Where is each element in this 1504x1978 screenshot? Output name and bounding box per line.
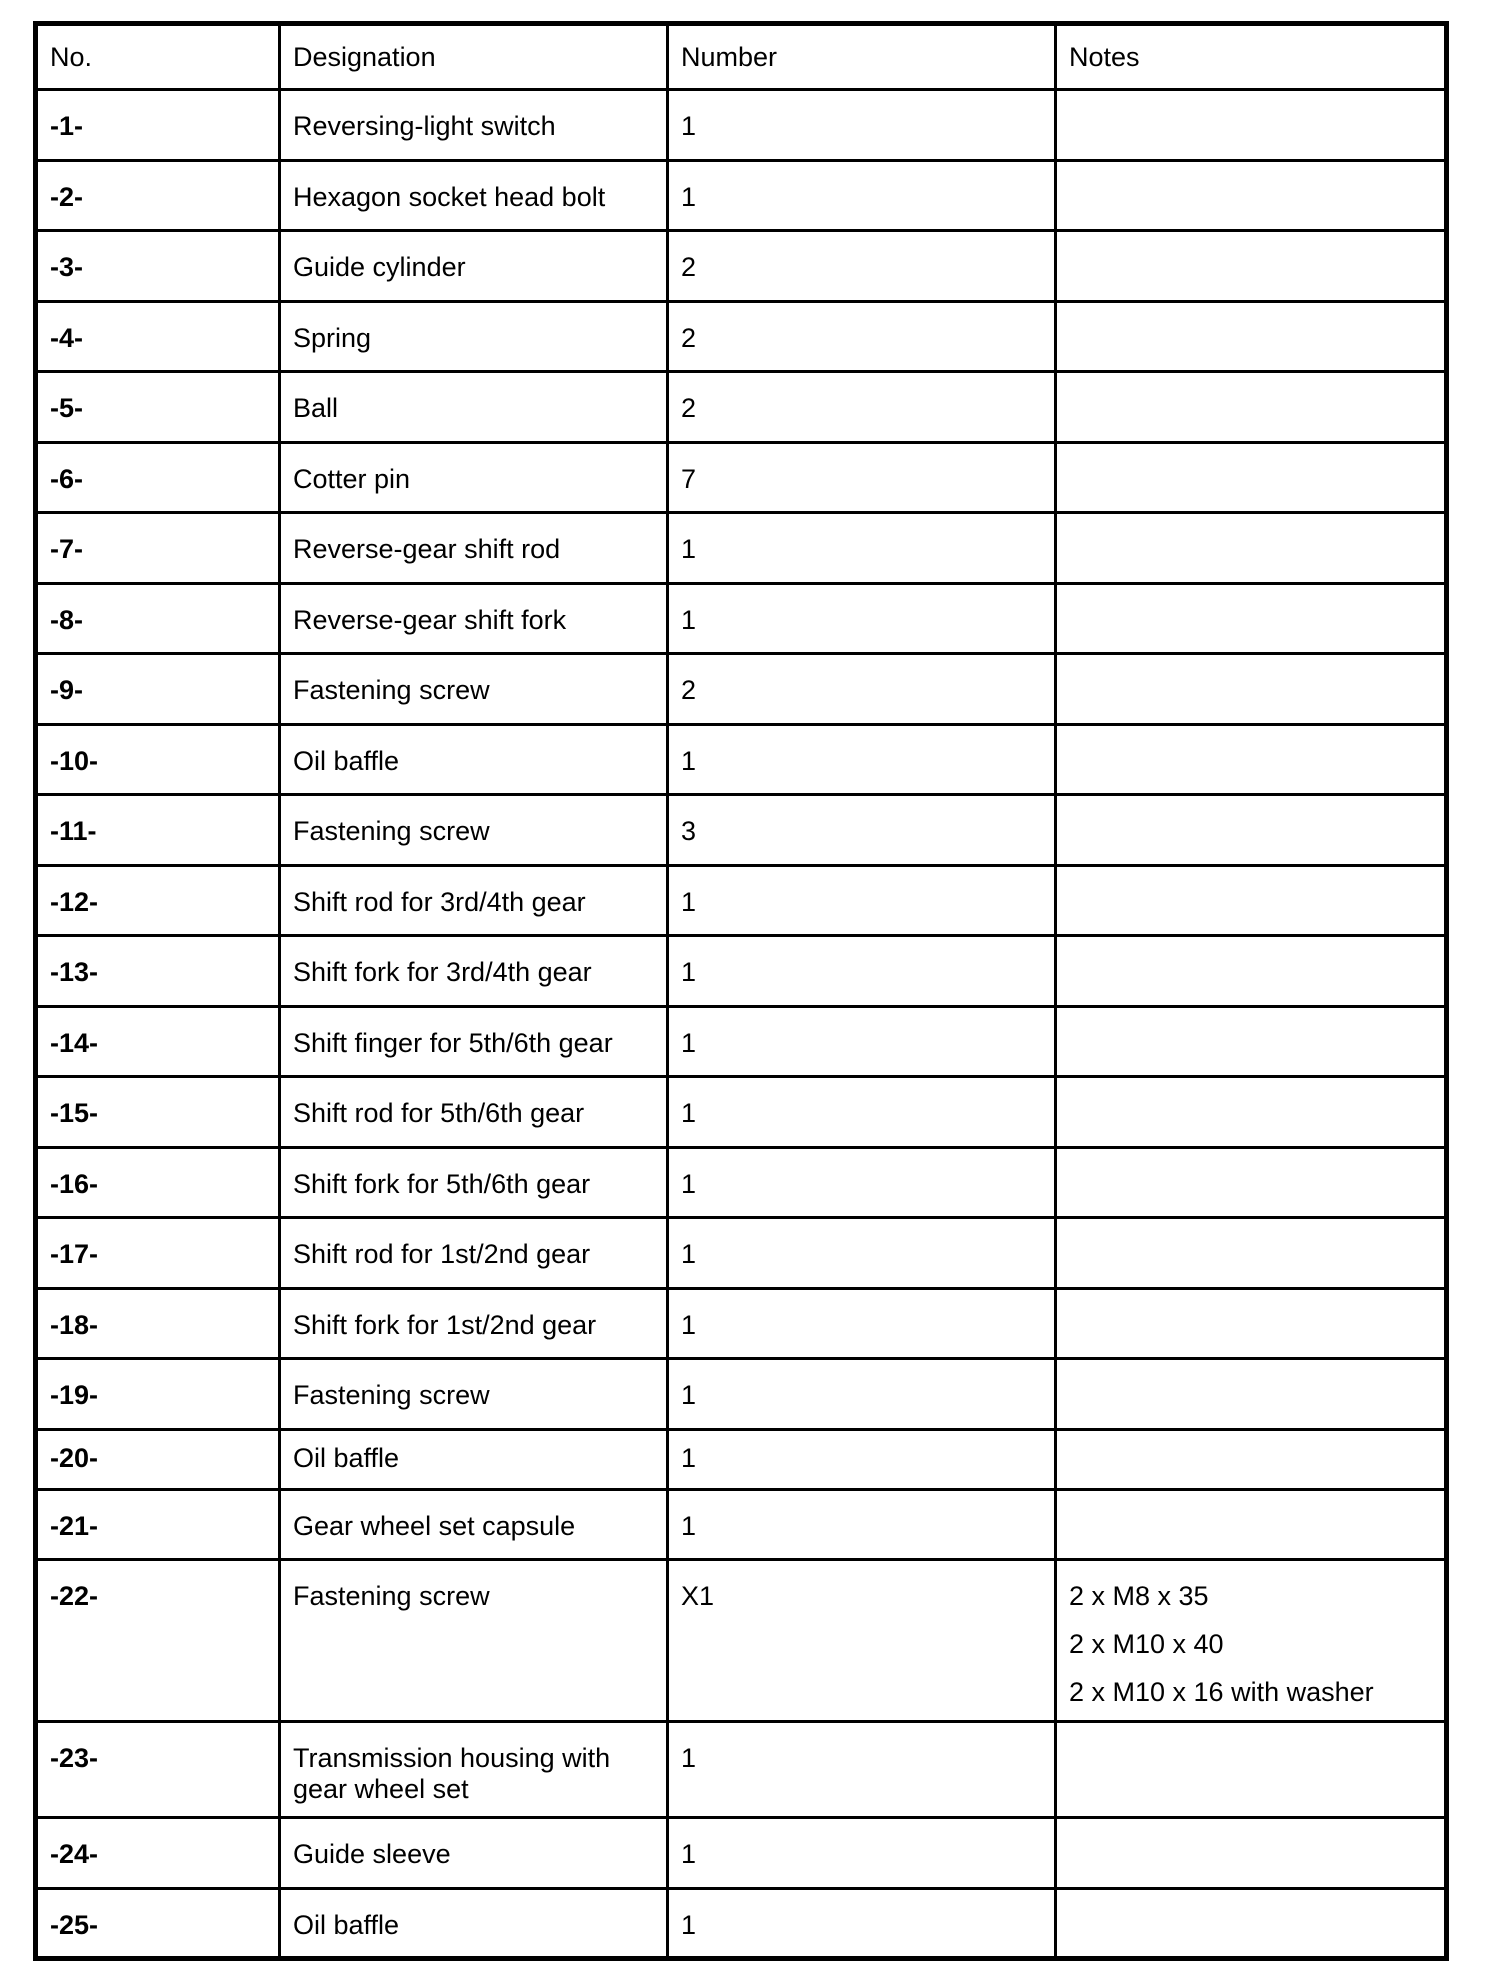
row-number-cell: 1	[668, 724, 1056, 795]
row-number-cell: 1	[668, 1818, 1056, 1889]
row-number-cell: 1	[668, 1147, 1056, 1218]
table-row	[36, 1722, 1447, 1818]
row-no-cell: -3-	[36, 231, 280, 302]
note-line: 2 x M10 x 16 with washer	[1069, 1677, 1374, 1707]
row-designation-cell: Shift fork for 1st/2nd gear	[280, 1288, 668, 1359]
row-number-cell: 1	[668, 1888, 1056, 1959]
row-designation-cell: Spring	[280, 301, 668, 372]
row-designation-cell: Reverse-gear shift rod	[280, 513, 668, 584]
row-no-cell: -22-	[36, 1560, 280, 1722]
row-no-cell: -7-	[36, 513, 280, 584]
row-notes-cell	[1056, 795, 1447, 866]
row-designation-cell: Fastening screw	[280, 654, 668, 725]
row-designation-cell: Guide sleeve	[280, 1818, 668, 1889]
row-number-cell: 1	[668, 1489, 1056, 1560]
row-notes-cell	[1056, 1006, 1447, 1077]
row-notes-cell	[1056, 1077, 1447, 1148]
row-designation-cell: Oil baffle	[280, 1888, 668, 1959]
row-number-cell: 1	[668, 513, 1056, 584]
row-number-cell: 2	[668, 654, 1056, 725]
table-row	[36, 795, 1447, 866]
row-designation-cell: Cotter pin	[280, 442, 668, 513]
table-row	[36, 1359, 1447, 1430]
row-no-cell: -5-	[36, 372, 280, 443]
row-designation-cell: Guide cylinder	[280, 231, 668, 302]
table-row	[36, 865, 1447, 936]
table-row	[36, 1147, 1447, 1218]
table-row	[36, 1429, 1447, 1489]
row-designation-cell: Fastening screw	[280, 795, 668, 866]
row-notes-cell	[1056, 160, 1447, 231]
row-designation-cell: Fastening screw	[280, 1359, 668, 1430]
row-no-cell: -4-	[36, 301, 280, 372]
row-no-cell: -10-	[36, 724, 280, 795]
row-designation-cell: Reversing-light switch	[280, 90, 668, 161]
row-number-cell: 2	[668, 231, 1056, 302]
row-number-cell: 1	[668, 1077, 1056, 1148]
row-notes-cell	[1056, 724, 1447, 795]
row-notes-cell	[1056, 1288, 1447, 1359]
row-no-cell: -21-	[36, 1489, 280, 1560]
header-number: Number	[668, 24, 1056, 90]
row-number-cell: 1	[668, 1288, 1056, 1359]
header-notes: Notes	[1056, 24, 1447, 90]
table-row	[36, 724, 1447, 795]
row-notes-cell	[1056, 1218, 1447, 1289]
row-designation-cell: Shift fork for 5th/6th gear	[280, 1147, 668, 1218]
header-no: No.	[36, 24, 280, 90]
row-number-cell: 1	[668, 1722, 1056, 1818]
row-designation-cell: Transmission housing with gear wheel set	[280, 1722, 668, 1818]
row-number-cell: 1	[668, 865, 1056, 936]
row-number-cell: 1	[668, 1359, 1056, 1430]
row-number-cell: 2	[668, 372, 1056, 443]
row-no-cell: -17-	[36, 1218, 280, 1289]
row-no-cell: -12-	[36, 865, 280, 936]
table-row	[36, 160, 1447, 231]
row-notes-cell	[1056, 513, 1447, 584]
row-notes-cell	[1056, 1489, 1447, 1560]
table-row	[36, 1218, 1447, 1289]
table-row	[36, 654, 1447, 725]
row-no-cell: -15-	[36, 1077, 280, 1148]
table-row	[36, 1288, 1447, 1359]
row-notes-cell	[1056, 1359, 1447, 1430]
note-line: 2 x M8 x 35	[1069, 1581, 1209, 1611]
row-designation-cell: Ball	[280, 372, 668, 443]
table-body	[36, 90, 1447, 1959]
row-no-cell: -19-	[36, 1359, 280, 1430]
table-row	[36, 513, 1447, 584]
row-notes-cell	[1056, 583, 1447, 654]
row-designation-cell: Fastening screw	[280, 1560, 668, 1722]
row-notes-cell	[1056, 1888, 1447, 1959]
row-designation-cell: Shift rod for 3rd/4th gear	[280, 865, 668, 936]
table-row	[36, 1006, 1447, 1077]
row-designation-cell: Oil baffle	[280, 724, 668, 795]
row-designation-cell: Shift rod for 5th/6th gear	[280, 1077, 668, 1148]
row-designation-cell: Shift rod for 1st/2nd gear	[280, 1218, 668, 1289]
row-no-cell: -11-	[36, 795, 280, 866]
row-notes-cell	[1056, 865, 1447, 936]
row-notes-cell	[1056, 231, 1447, 302]
row-notes-cell	[1056, 1429, 1447, 1489]
row-no-cell: -20-	[36, 1429, 280, 1489]
row-notes-cell	[1056, 1818, 1447, 1889]
table-header-row	[36, 24, 1447, 90]
row-no-cell: -25-	[36, 1888, 280, 1959]
row-number-cell: 1	[668, 1006, 1056, 1077]
row-notes-cell	[1056, 1722, 1447, 1818]
row-designation-cell: Oil baffle	[280, 1429, 668, 1489]
row-no-cell: -1-	[36, 90, 280, 161]
row-notes-cell	[1056, 372, 1447, 443]
note-line: 2 x M10 x 40	[1069, 1629, 1224, 1659]
row-notes-cell	[1056, 442, 1447, 513]
row-notes-cell	[1056, 654, 1447, 725]
table-row	[36, 442, 1447, 513]
row-number-cell: X1	[668, 1560, 1056, 1722]
table-row	[36, 90, 1447, 161]
row-no-cell: -2-	[36, 160, 280, 231]
table-row	[36, 1560, 1447, 1722]
row-number-cell: 3	[668, 795, 1056, 866]
table-row	[36, 1077, 1447, 1148]
table-row	[36, 372, 1447, 443]
row-number-cell: 1	[668, 1429, 1056, 1489]
row-no-cell: -16-	[36, 1147, 280, 1218]
row-number-cell: 1	[668, 1218, 1056, 1289]
table-row	[36, 1818, 1447, 1889]
table-row	[36, 301, 1447, 372]
row-designation-cell: Gear wheel set capsule	[280, 1489, 668, 1560]
parts-table	[33, 21, 1449, 1961]
row-no-cell: -13-	[36, 936, 280, 1007]
row-no-cell: -18-	[36, 1288, 280, 1359]
row-no-cell: -9-	[36, 654, 280, 725]
row-notes-cell	[1056, 936, 1447, 1007]
row-designation-cell: Shift fork for 3rd/4th gear	[280, 936, 668, 1007]
table-row	[36, 583, 1447, 654]
row-number-cell: 1	[668, 160, 1056, 231]
row-notes-cell	[1056, 1147, 1447, 1218]
row-no-cell: -24-	[36, 1818, 280, 1889]
row-notes-cell	[1056, 301, 1447, 372]
row-number-cell: 1	[668, 583, 1056, 654]
row-no-cell: -8-	[36, 583, 280, 654]
table-row	[36, 1489, 1447, 1560]
row-no-cell: -23-	[36, 1722, 280, 1818]
row-notes-cell	[1056, 1560, 1447, 1722]
row-number-cell: 1	[668, 90, 1056, 161]
table-row	[36, 1888, 1447, 1959]
row-designation-cell: Hexagon socket head bolt	[280, 160, 668, 231]
row-no-cell: -14-	[36, 1006, 280, 1077]
table-row	[36, 936, 1447, 1007]
header-designation: Designation	[280, 24, 668, 90]
row-number-cell: 2	[668, 301, 1056, 372]
table-row	[36, 231, 1447, 302]
row-designation-cell: Shift finger for 5th/6th gear	[280, 1006, 668, 1077]
row-number-cell: 1	[668, 936, 1056, 1007]
row-notes-cell	[1056, 90, 1447, 161]
row-number-cell: 7	[668, 442, 1056, 513]
row-no-cell: -6-	[36, 442, 280, 513]
row-designation-cell: Reverse-gear shift fork	[280, 583, 668, 654]
